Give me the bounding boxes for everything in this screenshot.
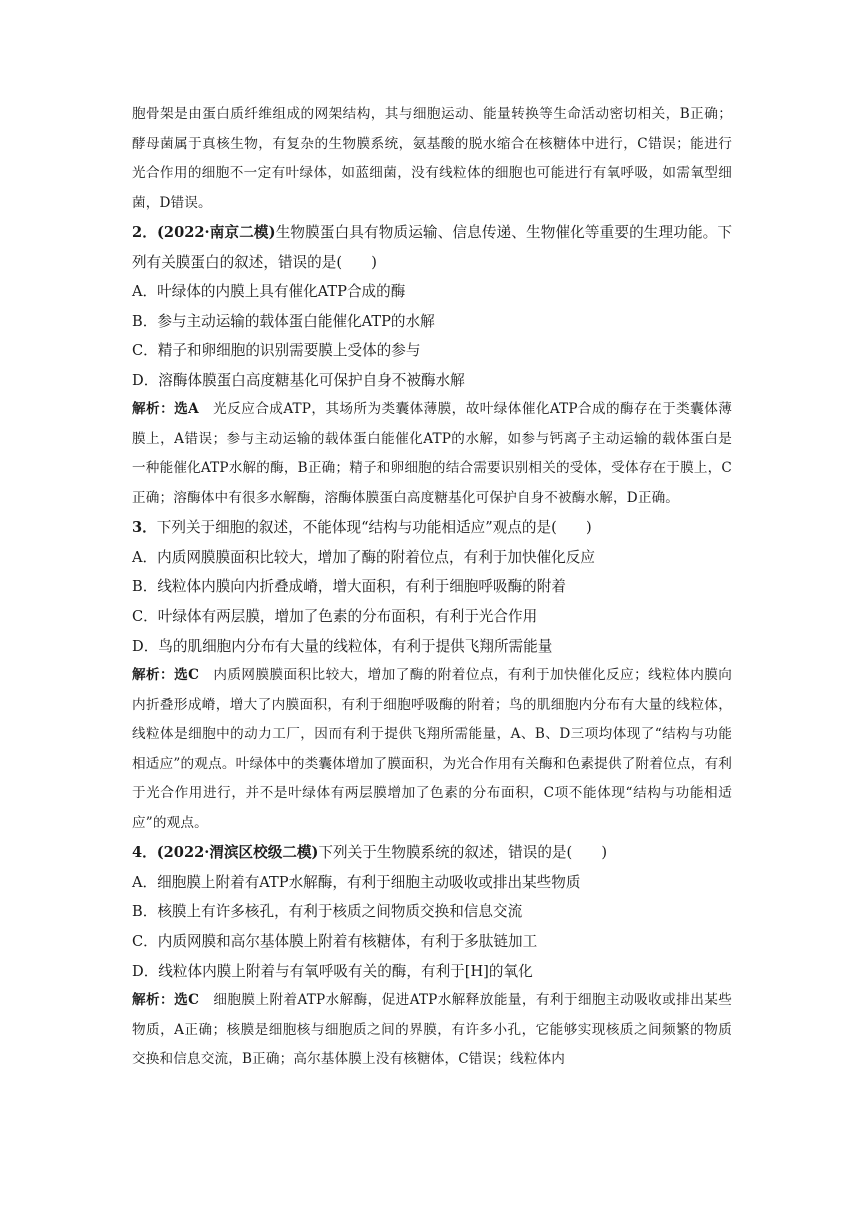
analysis-label: 解析：: [132, 667, 175, 684]
option-d: D．线粒体内膜上附着与有氧呼吸有关的酶，有利于[H]的氧化: [132, 962, 533, 980]
question-text: 下列关于生物膜系统的叙述，错误的是( ): [318, 844, 608, 862]
question-number: 2．: [132, 224, 158, 241]
analysis: [132, 986, 732, 1075]
question-stem: [132, 218, 732, 277]
option-a: A．细胞膜上附着有ATP水解酶，有利于细胞主动吸收或排出某些物质: [132, 873, 581, 891]
analysis-label: 解析：: [132, 992, 175, 1009]
answer: 选C: [174, 667, 200, 684]
question-source: (2022·渭滨区校级二模): [156, 844, 319, 862]
option-c: C．叶绿体有两层膜，增加了色素的分布面积，有利于光合作用: [132, 608, 538, 626]
option-b: B．核膜上有许多核孔，有利于核质之间物质交换和信息交流: [132, 903, 523, 921]
analysis-text: 细胞膜上附着ATP水解酶，促进ATP水解释放能量，有利于细胞主动吸收或排出某些物质，A正确；核膜是细胞核与细胞质之间的界膜，有许多小孔，它能够实现核质之间频繁的物质交换和信息交流，B正确；高尔基体膜上没有核糖体，C错误；线粒体内: [132, 992, 732, 1068]
option-b: B．参与主动运输的载体蛋白能催化ATP的水解: [132, 312, 435, 330]
option-a: A．叶绿体的内膜上具有催化ATP合成的酶: [132, 283, 406, 300]
option-d: D．鸟的肌细胞内分布有大量的线粒体，有利于提供飞翔所需能量: [132, 637, 553, 655]
option-c: C．精子和卵细胞的识别需要膜上受体的参与: [132, 342, 421, 360]
analysis-label: 解析：: [132, 401, 175, 418]
document-page: [132, 100, 732, 1075]
analysis-text: 内质网膜膜面积比较大，增加了酶的附着位点，有利于加快催化反应；线粒体内膜向内折叠形成嵴，增大了内膜面积，有利于细胞呼吸酶的附着；鸟的肌细胞内分布有大量的线粒体，线粒体是细胞中的动力工厂，因而有利于提供飞翔所需能量，A、B、D三项均体现了“结构与功能相适应”的观点。叶绿体中的类囊体增加了膜面积，为光合作用有关酶和色素提供了附着位点，有利于光合作用进行，并不是叶绿体有两层膜增加了色素的分布面积，C项不能体现“结构与功能相适应”的观点。: [132, 667, 732, 831]
analysis-text: 光反应合成ATP，其场所为类囊体薄膜，故叶绿体催化ATP合成的酶存在于类囊体薄膜上，A错误；参与主动运输的载体蛋白能催化ATP的水解，如参与钙离子主动运输的载体蛋白是一种能催化ATP水解的酶，B正确；精子和卵细胞的结合需要识别相关的受体，受体存在于膜上，C正确；溶酶体中有很多水解酶，溶酶体膜蛋白高度糖基化可保护自身不被酶水解，D正确。: [132, 401, 732, 506]
question-stem: [132, 513, 732, 543]
answer: 选A: [174, 401, 199, 418]
analysis: [132, 395, 732, 513]
option-b: B．线粒体内膜向内折叠成嵴，增大面积，有利于细胞呼吸酶的附着: [132, 578, 566, 596]
question-text: 生物膜蛋白具有物质运输、信息传递、生物催化等重要的生理功能。下列有关膜蛋白的叙述，错误的是( ): [132, 224, 732, 271]
intro-explanation: 胞骨架是由蛋白质纤维组成的网架结构，其与细胞运动、能量转换等生命活动密切相关，B正确；酵母菌属于真核生物，有复杂的生物膜系统，氨基酸的脱水缩合在核糖体中进行，C错误；能进行光合作用的细胞不一定有叶绿体，如蓝细菌，没有线粒体的细胞也可能进行有氧呼吸，如需氧型细菌，D错误。: [132, 106, 732, 211]
option-d: D．溶酶体膜蛋白高度糖基化可保护自身不被酶水解: [132, 371, 465, 389]
question-source: (2022·南京二模): [157, 224, 276, 241]
question-3: [132, 513, 732, 838]
option-a: A．内质网膜膜面积比较大，增加了酶的附着位点，有利于加快催化反应: [132, 548, 595, 566]
question-text: 下列关于细胞的叙述，不能体现“结构与功能相适应”观点的是( ): [156, 519, 592, 537]
answer: 选C: [174, 992, 200, 1009]
question-number: 4．: [132, 844, 157, 862]
question-2: [132, 218, 732, 513]
analysis: [132, 661, 732, 838]
option-c: C．内质网膜和高尔基体膜上附着有核糖体，有利于多肽链加工: [132, 932, 538, 950]
question-4: [132, 838, 732, 1074]
question-stem: [132, 838, 732, 868]
question-number: 3．: [132, 519, 157, 537]
